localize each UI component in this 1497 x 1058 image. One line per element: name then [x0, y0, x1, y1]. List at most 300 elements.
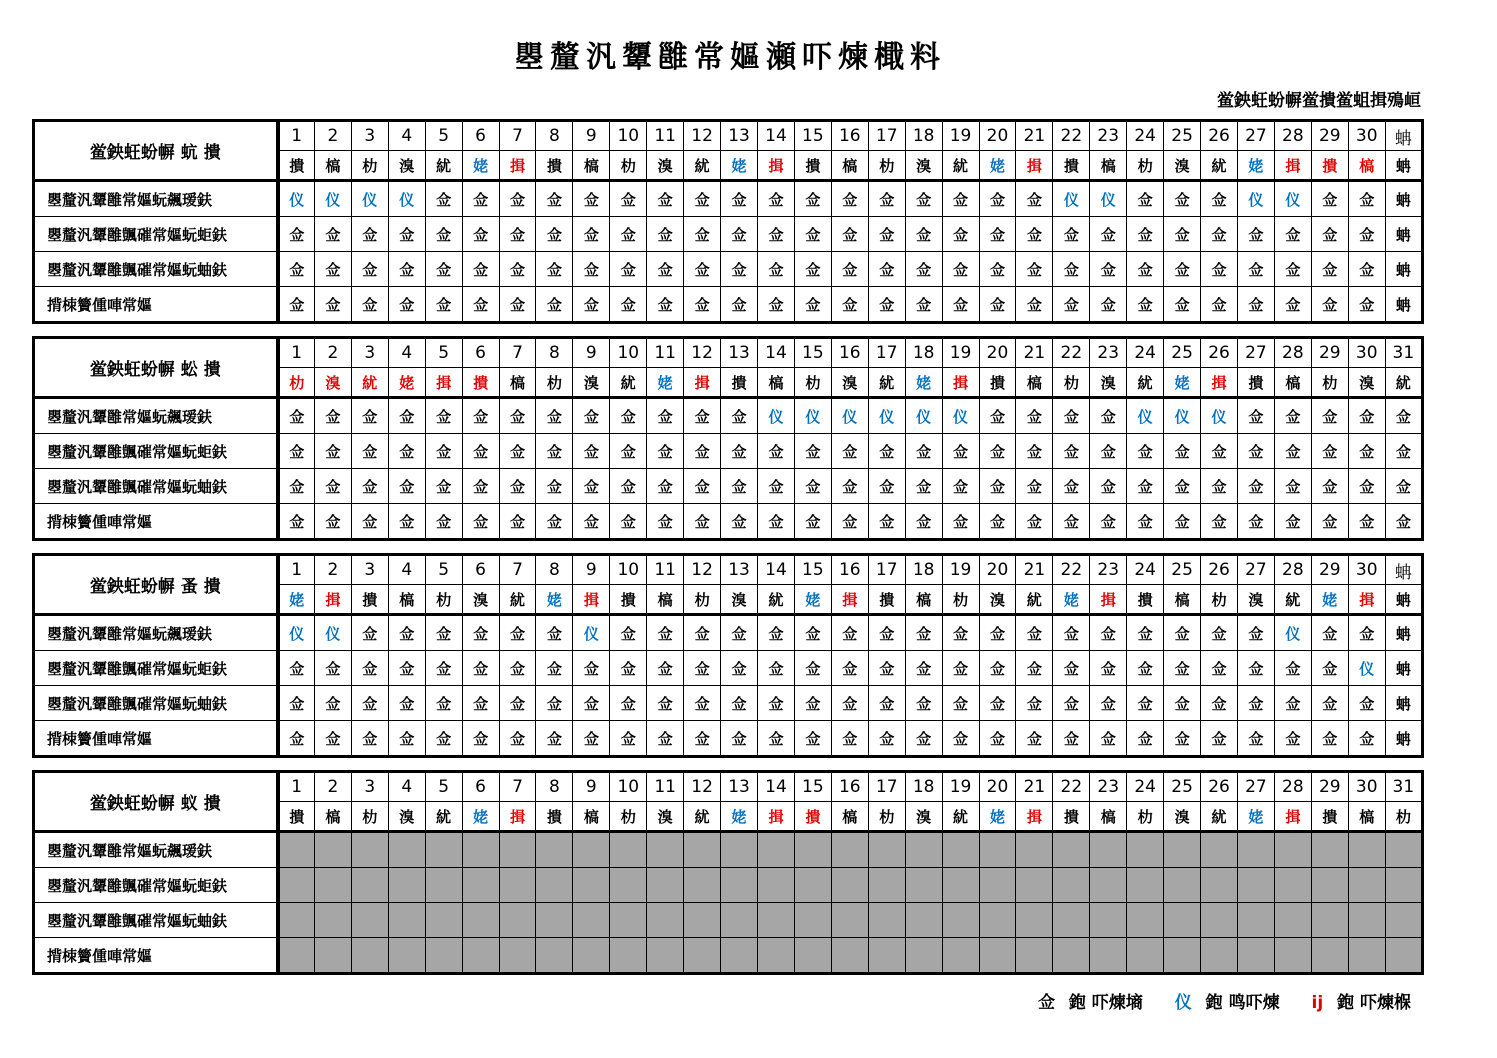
status-cell [1016, 868, 1053, 903]
weekday-cell: 槁 [757, 368, 794, 398]
status-cell: 佥 [1237, 686, 1274, 721]
day-number: 14 [757, 555, 794, 585]
status-cell: 佥 [979, 686, 1016, 721]
weekday-cell: 槁 [573, 151, 610, 181]
status-cell: 佥 [1274, 287, 1311, 323]
status-cell: 佥 [573, 721, 610, 757]
status-cell: 佥 [831, 504, 868, 540]
weekday-cell: 溴 [388, 802, 425, 832]
day-number: 11 [647, 121, 684, 151]
status-cell: 佥 [1201, 686, 1238, 721]
status-cell: 佥 [1053, 469, 1090, 504]
status-cell: 佥 [757, 287, 794, 323]
weekday-cell: 紌 [942, 151, 979, 181]
status-cell: 佥 [1127, 181, 1164, 217]
status-cell: 佥 [499, 287, 536, 323]
weekday-cell: 槁 [1090, 151, 1127, 181]
month-label: 鲎鉠蚟蚡幈 蚣 撌 [34, 338, 278, 398]
status-cell: 佥 [1348, 217, 1385, 252]
status-cell: 佥 [1201, 252, 1238, 287]
status-cell [1237, 903, 1274, 938]
status-cell: 佥 [278, 721, 315, 757]
status-cell [868, 903, 905, 938]
status-cell [573, 832, 610, 868]
weekday-cell: 姥 [721, 802, 758, 832]
status-cell: 佥 [1053, 615, 1090, 651]
day-number: 4 [388, 338, 425, 368]
weekday-cell: 朸 [868, 151, 905, 181]
status-cell [499, 938, 536, 974]
weekday-cell: 姥 [462, 151, 499, 181]
weekday-cell: 朸 [278, 368, 315, 398]
day-number: 22 [1053, 338, 1090, 368]
status-cell: 佥 [757, 721, 794, 757]
status-cell: 佥 [573, 252, 610, 287]
weekday-cell: 溴 [647, 151, 684, 181]
weekday-cell: 槁 [831, 802, 868, 832]
status-cell [684, 868, 721, 903]
status-cell: 佥 [905, 721, 942, 757]
status-cell [1385, 938, 1422, 974]
status-cell [388, 938, 425, 974]
status-cell: 佥 [1348, 398, 1385, 434]
status-cell: 佥 [1311, 217, 1348, 252]
status-cell [462, 832, 499, 868]
weekday-cell: 溴 [647, 802, 684, 832]
status-cell: 佥 [425, 651, 462, 686]
day-number: 16 [831, 338, 868, 368]
table-row [34, 868, 1423, 903]
table-row [34, 651, 1423, 686]
day-number: 16 [831, 555, 868, 585]
row-label: 揹栜籫偅唓常嫗 [34, 721, 278, 757]
status-cell [278, 832, 315, 868]
status-cell: 佥 [1016, 686, 1053, 721]
status-cell: 佥 [1053, 434, 1090, 469]
status-cell: 佥 [684, 686, 721, 721]
day-number: 6 [462, 121, 499, 151]
weekday-cell: 揖 [757, 802, 794, 832]
status-cell: 佥 [647, 287, 684, 323]
day-number: 9 [573, 772, 610, 802]
status-cell [388, 868, 425, 903]
status-cell: 佥 [1311, 398, 1348, 434]
weekday-cell: 紌 [684, 802, 721, 832]
status-cell: 佥 [757, 469, 794, 504]
legend-symbol-red: ij [1311, 993, 1324, 1013]
day-number: 25 [1164, 338, 1201, 368]
status-cell: 佥 [647, 181, 684, 217]
row-label: 瞾釐汎顰雝颽磪常嫗蚖蚷鈇 [34, 434, 278, 469]
weekday-cell: 朸 [684, 585, 721, 615]
weekday-cell: 溴 [831, 368, 868, 398]
row-label: 揹栜籫偅唓常嫗 [34, 504, 278, 540]
status-cell: 佥 [499, 181, 536, 217]
status-cell: 佥 [499, 217, 536, 252]
status-cell: 佥 [1274, 651, 1311, 686]
status-cell: 佥 [794, 504, 831, 540]
weekday-cell: 蚺 [1385, 585, 1422, 615]
status-cell: 佥 [1385, 469, 1422, 504]
day-number: 15 [794, 338, 831, 368]
status-cell [1348, 938, 1385, 974]
day-number: 20 [979, 772, 1016, 802]
status-cell: 佥 [388, 434, 425, 469]
status-cell: 佥 [499, 615, 536, 651]
status-cell [794, 868, 831, 903]
status-cell: 佥 [1090, 651, 1127, 686]
day-number: 30 [1348, 555, 1385, 585]
weekday-cell: 姥 [278, 585, 315, 615]
status-cell: 佥 [1348, 615, 1385, 651]
status-cell: 佥 [425, 287, 462, 323]
day-number: 10 [610, 121, 647, 151]
status-cell: 佥 [314, 686, 351, 721]
status-cell: 佥 [278, 398, 315, 434]
status-cell: 佥 [1201, 721, 1238, 757]
day-number: 11 [647, 772, 684, 802]
status-cell: 佥 [684, 398, 721, 434]
status-cell: 佥 [351, 252, 388, 287]
status-cell: 佥 [1164, 504, 1201, 540]
status-cell: 佥 [905, 217, 942, 252]
status-cell: 蚺 [1385, 686, 1422, 721]
status-cell: 佥 [1053, 252, 1090, 287]
status-cell: 佥 [1311, 504, 1348, 540]
day-number: 21 [1016, 555, 1053, 585]
status-cell [351, 832, 388, 868]
status-cell: 佥 [278, 434, 315, 469]
status-cell: 佥 [314, 252, 351, 287]
status-cell: 佥 [721, 434, 758, 469]
status-cell: 佥 [351, 434, 388, 469]
status-cell: 佥 [905, 651, 942, 686]
status-cell: 佥 [1237, 721, 1274, 757]
status-cell: 佥 [868, 217, 905, 252]
month-label: 鲎鉠蚟蚡幈 蚢 撌 [34, 121, 278, 181]
status-cell [868, 832, 905, 868]
month-label: 鲎鉠蚟蚡幈 蚁 撌 [34, 772, 278, 832]
weekday-cell: 槁 [314, 802, 351, 832]
status-cell: 佥 [647, 651, 684, 686]
day-number: 18 [905, 772, 942, 802]
status-cell: 佥 [1311, 434, 1348, 469]
status-cell [1090, 938, 1127, 974]
status-cell: 佥 [1201, 434, 1238, 469]
day-number: 5 [425, 555, 462, 585]
status-cell: 佥 [868, 615, 905, 651]
status-cell: 仪 [905, 398, 942, 434]
weekday-cell: 槁 [647, 585, 684, 615]
weekday-cell: 朸 [1385, 802, 1422, 832]
status-cell: 仪 [868, 398, 905, 434]
status-cell [647, 903, 684, 938]
weekday-cell: 朸 [1127, 802, 1164, 832]
status-cell: 佥 [1127, 469, 1164, 504]
day-number: 20 [979, 555, 1016, 585]
status-cell [942, 903, 979, 938]
status-cell: 佥 [905, 504, 942, 540]
day-number: 19 [942, 772, 979, 802]
status-cell [1164, 868, 1201, 903]
weekday-cell: 紌 [425, 802, 462, 832]
day-number: 20 [979, 121, 1016, 151]
status-cell: 佥 [1053, 651, 1090, 686]
status-cell: 佥 [278, 287, 315, 323]
table-row [34, 938, 1423, 974]
status-cell [1237, 868, 1274, 903]
status-cell: 佥 [425, 181, 462, 217]
status-cell: 佥 [721, 217, 758, 252]
row-label: 瞾釐汎顰雝颽磪常嫗蚖蚰鈇 [34, 252, 278, 287]
status-cell: 佥 [721, 504, 758, 540]
status-cell: 佥 [314, 217, 351, 252]
status-cell [831, 832, 868, 868]
weekday-cell: 紌 [1201, 802, 1238, 832]
day-number: 4 [388, 772, 425, 802]
weekday-cell: 揖 [684, 368, 721, 398]
status-cell: 佥 [610, 686, 647, 721]
status-cell [757, 903, 794, 938]
status-cell: 佥 [1274, 434, 1311, 469]
row-label: 瞾釐汎顰雝颽磪常嫗蚖蚰鈇 [34, 686, 278, 721]
status-cell [1016, 832, 1053, 868]
day-number: 1 [278, 338, 315, 368]
status-cell: 佥 [425, 686, 462, 721]
day-number: 22 [1053, 121, 1090, 151]
status-cell [573, 903, 610, 938]
status-cell [1311, 868, 1348, 903]
status-cell: 佥 [388, 287, 425, 323]
status-cell [610, 832, 647, 868]
status-cell: 佥 [536, 686, 573, 721]
status-cell [1127, 832, 1164, 868]
day-number: 3 [351, 555, 388, 585]
weekday-cell: 朸 [794, 368, 831, 398]
day-number: 8 [536, 121, 573, 151]
status-cell: 仪 [1201, 398, 1238, 434]
status-cell: 佥 [314, 504, 351, 540]
status-cell: 仪 [1237, 181, 1274, 217]
weekday-cell: 姥 [388, 368, 425, 398]
status-cell: 佥 [1164, 721, 1201, 757]
row-label: 揹栜籫偅唓常嫗 [34, 287, 278, 323]
status-cell: 佥 [1164, 615, 1201, 651]
status-cell [757, 938, 794, 974]
table-row [34, 721, 1423, 757]
day-number: 13 [721, 555, 758, 585]
status-cell: 佥 [573, 287, 610, 323]
status-cell: 佥 [1311, 615, 1348, 651]
status-cell: 佥 [351, 686, 388, 721]
weekday-cell: 溴 [462, 585, 499, 615]
status-cell: 佥 [831, 252, 868, 287]
status-cell: 仪 [942, 398, 979, 434]
legend-text-blue: 鉋 鸣吓煉 [1205, 993, 1280, 1013]
weekday-cell: 溴 [979, 585, 1016, 615]
status-cell [831, 868, 868, 903]
status-cell [1090, 832, 1127, 868]
day-number: 4 [388, 555, 425, 585]
status-cell: 佥 [942, 721, 979, 757]
weekday-cell: 槁 [388, 585, 425, 615]
row-label: 瞾釐汎顰雝颽磪常嫗蚖蚷鈇 [34, 217, 278, 252]
table-row [34, 217, 1423, 252]
status-cell: 佥 [425, 721, 462, 757]
status-cell: 佥 [536, 469, 573, 504]
status-cell: 佥 [1127, 615, 1164, 651]
status-cell: 佥 [388, 469, 425, 504]
status-cell [536, 832, 573, 868]
status-cell: 佥 [684, 434, 721, 469]
weekday-cell: 揖 [499, 802, 536, 832]
status-cell: 佥 [1164, 686, 1201, 721]
status-cell: 佥 [1237, 469, 1274, 504]
status-cell: 佥 [1274, 721, 1311, 757]
status-cell: 佥 [942, 252, 979, 287]
status-cell: 佥 [499, 252, 536, 287]
status-cell [351, 868, 388, 903]
status-cell [425, 832, 462, 868]
weekday-cell: 揖 [1348, 585, 1385, 615]
weekday-cell: 朸 [868, 802, 905, 832]
status-cell: 佥 [721, 651, 758, 686]
day-number: 25 [1164, 772, 1201, 802]
weekday-cell: 揖 [314, 585, 351, 615]
status-cell: 佥 [499, 651, 536, 686]
status-cell [462, 903, 499, 938]
day-number: 18 [905, 338, 942, 368]
status-cell: 佥 [942, 651, 979, 686]
status-cell: 佥 [462, 686, 499, 721]
status-cell: 仪 [314, 615, 351, 651]
status-cell: 佥 [425, 504, 462, 540]
weekday-cell: 撌 [462, 368, 499, 398]
day-number: 29 [1311, 555, 1348, 585]
status-cell: 佥 [1201, 651, 1238, 686]
status-cell: 佥 [942, 217, 979, 252]
status-cell [388, 903, 425, 938]
weekday-cell: 姥 [1053, 585, 1090, 615]
status-cell: 佥 [1127, 504, 1164, 540]
status-cell [1201, 903, 1238, 938]
status-cell [314, 938, 351, 974]
status-cell [462, 868, 499, 903]
status-cell: 佥 [1201, 469, 1238, 504]
weekday-cell: 撌 [1127, 585, 1164, 615]
status-cell: 仪 [1127, 398, 1164, 434]
status-cell: 佥 [462, 287, 499, 323]
status-cell: 仪 [314, 181, 351, 217]
row-label: 瞾釐汎顰雝颽磪常嫗蚖蚰鈇 [34, 903, 278, 938]
weekday-cell: 紌 [942, 802, 979, 832]
status-cell: 佥 [388, 651, 425, 686]
day-number: 18 [905, 121, 942, 151]
status-cell [721, 832, 758, 868]
status-cell: 佥 [425, 398, 462, 434]
weekday-cell: 揖 [1274, 802, 1311, 832]
day-number: 19 [942, 338, 979, 368]
status-cell: 佥 [831, 469, 868, 504]
status-cell: 佥 [536, 217, 573, 252]
status-cell: 佥 [351, 651, 388, 686]
table-row [34, 469, 1423, 504]
status-cell: 佥 [610, 252, 647, 287]
status-cell: 佥 [1237, 434, 1274, 469]
status-cell [794, 938, 831, 974]
status-cell: 佥 [388, 217, 425, 252]
status-cell: 佥 [1201, 287, 1238, 323]
table-row [34, 252, 1423, 287]
status-cell: 佥 [573, 434, 610, 469]
status-cell: 佥 [647, 434, 684, 469]
day-number: 31 [1385, 772, 1422, 802]
status-cell: 佥 [1348, 434, 1385, 469]
weekday-cell: 撌 [351, 585, 388, 615]
status-cell [1274, 868, 1311, 903]
status-cell: 佥 [942, 434, 979, 469]
status-cell: 佥 [1016, 469, 1053, 504]
day-number: 蚺 [1385, 555, 1422, 585]
status-cell: 佥 [979, 252, 1016, 287]
status-cell [1348, 868, 1385, 903]
day-number: 8 [536, 772, 573, 802]
day-number: 22 [1053, 555, 1090, 585]
status-cell [351, 903, 388, 938]
status-cell: 佥 [425, 434, 462, 469]
status-cell: 佥 [462, 721, 499, 757]
status-cell: 佥 [1348, 504, 1385, 540]
status-cell: 佥 [610, 434, 647, 469]
status-cell: 仪 [388, 181, 425, 217]
status-cell: 佥 [721, 252, 758, 287]
weekday-cell: 槁 [831, 151, 868, 181]
status-cell: 佥 [1016, 217, 1053, 252]
weekday-cell: 溴 [905, 151, 942, 181]
day-number: 17 [868, 772, 905, 802]
day-number: 30 [1348, 121, 1385, 151]
status-cell: 佥 [794, 686, 831, 721]
day-number: 21 [1016, 338, 1053, 368]
status-cell: 佥 [905, 252, 942, 287]
status-cell: 佥 [794, 615, 831, 651]
weekday-cell: 朸 [1127, 151, 1164, 181]
status-cell: 佥 [1090, 287, 1127, 323]
status-cell: 佥 [314, 398, 351, 434]
status-cell: 佥 [647, 686, 684, 721]
status-cell: 佥 [868, 721, 905, 757]
weekday-cell: 槁 [314, 151, 351, 181]
status-cell: 佥 [1385, 434, 1422, 469]
month-block [32, 770, 1424, 975]
status-cell [647, 832, 684, 868]
status-cell: 佥 [684, 287, 721, 323]
weekday-cell: 揖 [499, 151, 536, 181]
status-cell: 佥 [1274, 504, 1311, 540]
status-cell [536, 903, 573, 938]
status-cell: 佥 [757, 686, 794, 721]
status-cell [425, 868, 462, 903]
status-cell: 佥 [1127, 651, 1164, 686]
status-cell: 佥 [388, 398, 425, 434]
day-number: 24 [1127, 338, 1164, 368]
weekday-cell: 溴 [1090, 368, 1127, 398]
status-cell [1201, 938, 1238, 974]
weekday-cell: 朸 [351, 802, 388, 832]
status-cell: 佥 [536, 434, 573, 469]
status-cell: 佥 [831, 615, 868, 651]
status-cell [1311, 903, 1348, 938]
